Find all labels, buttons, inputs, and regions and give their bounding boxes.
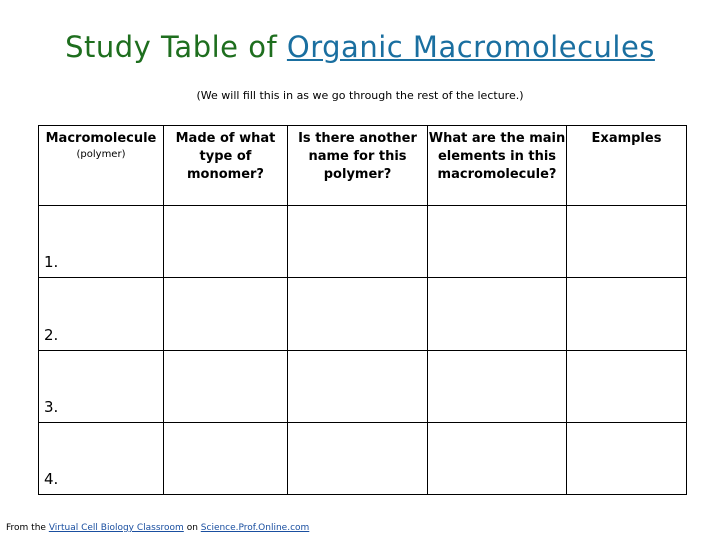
table-cell[interactable] — [164, 278, 288, 350]
header-label: Made of what type of monomer? — [175, 131, 276, 182]
table-cell[interactable] — [164, 422, 288, 494]
study-table — [38, 125, 687, 495]
table-row — [39, 422, 687, 494]
table-cell[interactable] — [567, 278, 687, 350]
header-label: What are the main elements in this macromolecule? — [428, 131, 566, 182]
table-cell[interactable] — [164, 350, 288, 422]
table-row — [39, 350, 687, 422]
table-cell[interactable] — [288, 278, 428, 350]
footer-prefix: From the — [6, 523, 46, 533]
row-number: 3. — [39, 350, 164, 422]
header-label: Examples — [591, 131, 662, 146]
footer-credit — [6, 523, 309, 533]
header-monomer — [164, 126, 288, 206]
header-examples — [567, 126, 687, 206]
table-cell[interactable] — [428, 350, 567, 422]
title-prefix: Study Table of — [65, 30, 278, 64]
table-cell[interactable] — [164, 206, 288, 278]
row-number: 1. — [39, 206, 164, 278]
footer-link-classroom[interactable]: Virtual Cell Biology Classroom — [48, 523, 184, 533]
title-link[interactable]: Organic Macromolecules — [286, 30, 655, 64]
table-cell[interactable] — [567, 206, 687, 278]
header-label: Is there another name for this polymer? — [298, 131, 417, 182]
table-row — [39, 278, 687, 350]
table-cell[interactable] — [567, 350, 687, 422]
footer-middle: on — [186, 523, 198, 533]
table-cell[interactable] — [567, 422, 687, 494]
header-other-name — [288, 126, 428, 206]
table-cell[interactable] — [428, 422, 567, 494]
table-cell[interactable] — [288, 422, 428, 494]
footer-link-site[interactable]: Science.Prof.Online.com — [200, 523, 310, 533]
row-number: 4. — [39, 422, 164, 494]
page-subtitle: (We will fill this in as we go through the rest of the lecture.) — [196, 89, 524, 102]
table-cell[interactable] — [428, 206, 567, 278]
page-title — [0, 30, 720, 64]
table-row — [39, 206, 687, 278]
header-sub: (polymer) — [76, 149, 126, 160]
header-label: Macromolecule — [45, 131, 157, 146]
table-cell[interactable] — [288, 206, 428, 278]
header-elements — [428, 126, 567, 206]
table-header-row — [39, 126, 687, 206]
header-macromolecule — [39, 126, 164, 206]
table-cell[interactable] — [288, 350, 428, 422]
table-cell[interactable] — [428, 278, 567, 350]
row-number: 2. — [39, 278, 164, 350]
